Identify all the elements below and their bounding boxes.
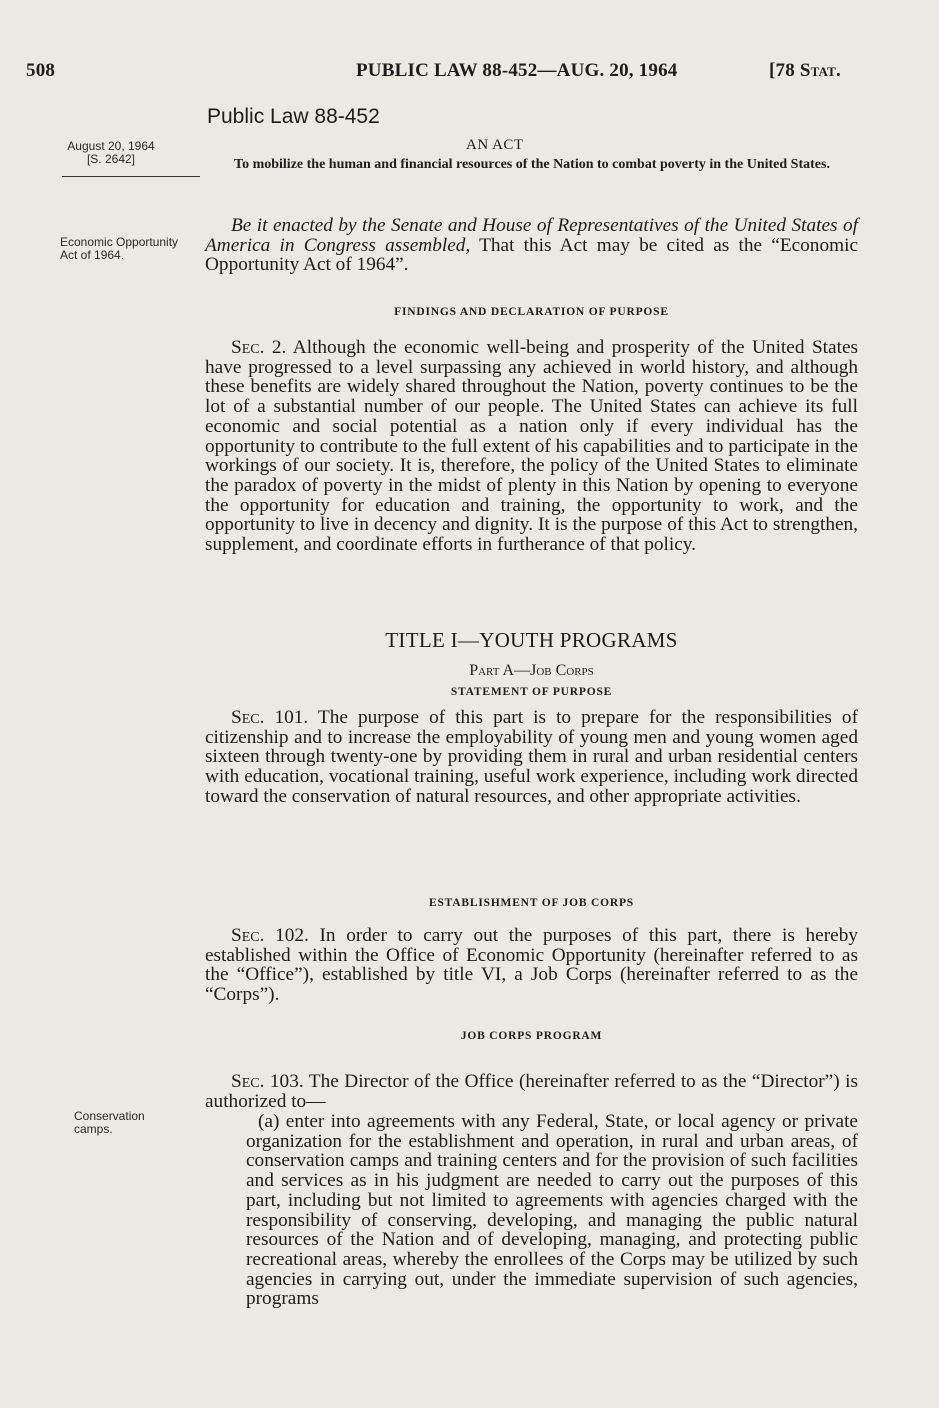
section-101-label: Sec. 101. bbox=[231, 707, 309, 728]
section-102-text: In order to carry out the purposes of this part, there is hereby established within the Office of Economic Opportunity (hereinafter referred to as the “Office”), established by title VI, a Job Corps (hereinafter referred to as the “Corps”). bbox=[205, 925, 858, 1006]
section-103 bbox=[205, 1072, 858, 1111]
statute-reference: [78 Stat. bbox=[769, 60, 841, 81]
act-description: To mobilize the human and financial resources of the Nation to combat poverty in the United States. bbox=[234, 157, 830, 172]
heading-job-corps-program: JOB CORPS PROGRAM bbox=[460, 1030, 603, 1042]
margin-rule bbox=[62, 176, 200, 177]
title-heading: TITLE I—YOUTH PROGRAMS bbox=[385, 628, 678, 652]
margin-note-conservation: Conservation camps. bbox=[74, 1109, 145, 1136]
heading-establishment: ESTABLISHMENT OF JOB CORPS bbox=[429, 897, 634, 909]
public-law-title: Public Law 88-452 bbox=[207, 105, 380, 128]
margin-note-date bbox=[26, 140, 196, 166]
section-101-text: The purpose of this part is to prepare for the responsibilities of citizenship and to increase the employability of young men and young women aged sixteen through twenty-one by providing them in rural and urban residential centers with education, vocational training, useful work experience, including work directed toward the conservation of natural resources, and other appropriate activities. bbox=[205, 707, 858, 807]
section-2 bbox=[205, 338, 858, 555]
heading-findings: FINDINGS AND DECLARATION OF PURPOSE bbox=[394, 306, 669, 318]
enactment-date: August 20, 1964 bbox=[67, 139, 155, 153]
section-2-text: Although the economic well-being and prosperity of the United States have progressed to a level surpassing any achieved in world history, and although these benefits are widely shared throughout the Nation, poverty continues to be the lot of a substantial number of our people. The United States can achieve its full economic and social potential as a nation only if every individual has the opportunity to contribute to the full extent of his capabilities and to participate in the workings of our society. It is, therefore, the policy of the United States to eliminate the paradox of poverty in the midst of plenty in this Nation by opening to everyone the opportunity for education and training, the opportunity to work, and the opportunity to live in decency and dignity. It is the purpose of this Act to strengthen, supplement, and coordinate efforts in furtherance of that policy. bbox=[205, 337, 859, 556]
section-101 bbox=[205, 708, 858, 807]
part-heading: Part A—Job Corps bbox=[469, 662, 594, 679]
heading-statement-of-purpose: STATEMENT OF PURPOSE bbox=[450, 686, 613, 698]
running-header: PUBLIC LAW 88-452—AUG. 20, 1964 bbox=[356, 60, 678, 81]
section-102-label: Sec. 102. bbox=[231, 925, 309, 946]
enacting-clause bbox=[205, 216, 858, 275]
act-label: AN ACT bbox=[466, 137, 524, 153]
subsection-a-text: (a) enter into agreements with any Federal, State, or local agency or private organization for the establishment and operation, in rural and urban areas, of conservation camps and training centers and for the provision of such facilities and services as in his judgment are needed to carry out the purposes of this part, including but not limited to agreements with agencies charged with the responsibility of conserving, developing, and managing the public natural resources of the Nation and of developing, managing, and protecting public recreational areas, whereby the enrollees of the Corps may be utilized by such agencies in carrying out, under the immediate supervision of such agencies, programs bbox=[246, 1111, 858, 1310]
section-2-label: Sec. 2. bbox=[231, 337, 287, 358]
page-number: 508 bbox=[26, 60, 56, 81]
bill-number: [S. 2642] bbox=[86, 152, 136, 166]
section-103-text: The Director of the Office (hereinafter referred to as the “Director”) is authorized to— bbox=[205, 1071, 859, 1112]
section-102 bbox=[205, 926, 858, 1005]
short-title-text: That this Act may be cited as the “Economic Opportunity Act of 1964”. bbox=[205, 234, 858, 276]
section-103-label: Sec. 103. bbox=[231, 1071, 304, 1092]
margin-note-economic-opportunity: Economic Opportunity Act of 1964. bbox=[60, 235, 179, 262]
enacting-formula: Be it enacted by the Senate and House of Representatives of the United States of America in Congress assembled, bbox=[205, 215, 858, 256]
section-103-subsection-a bbox=[246, 1112, 858, 1309]
